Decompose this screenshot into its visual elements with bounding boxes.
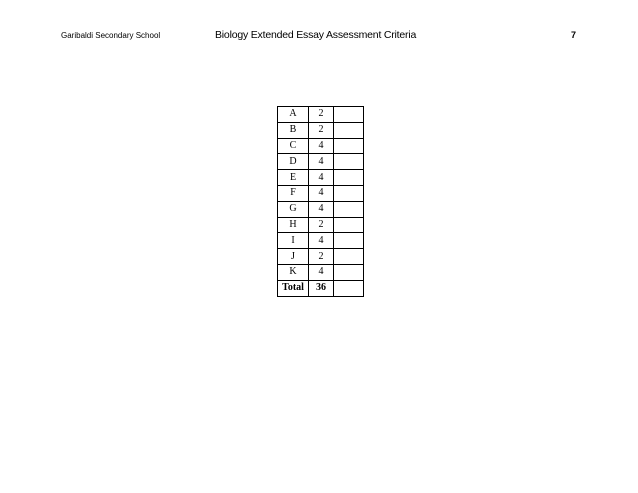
criterion-cell: A (278, 107, 309, 123)
page-number: 7 (571, 30, 577, 40)
total-row (278, 280, 364, 296)
criterion-cell: F (278, 185, 309, 201)
max-score-cell: 4 (309, 185, 334, 201)
table-row (278, 249, 364, 265)
table-row (278, 233, 364, 249)
score-entry-cell (334, 233, 364, 249)
max-score-cell: 4 (309, 170, 334, 186)
score-entry-cell (334, 264, 364, 280)
max-score-cell: 2 (309, 249, 334, 265)
score-entry-cell (334, 107, 364, 123)
max-score-cell: 2 (309, 107, 334, 123)
table-row (278, 264, 364, 280)
criterion-cell: I (278, 233, 309, 249)
score-entry-cell (334, 217, 364, 233)
total-score-entry-cell (334, 280, 364, 296)
max-score-cell: 4 (309, 201, 334, 217)
document-title: Biology Extended Essay Assessment Criteria (215, 29, 417, 41)
criterion-cell: E (278, 170, 309, 186)
table-row (278, 217, 364, 233)
criterion-cell: C (278, 138, 309, 154)
criterion-cell: G (278, 201, 309, 217)
score-entry-cell (334, 122, 364, 138)
table-row (278, 154, 364, 170)
page-header (0, 0, 638, 60)
criterion-cell: K (278, 264, 309, 280)
table-row (278, 107, 364, 123)
score-entry-cell (334, 249, 364, 265)
criterion-cell: B (278, 122, 309, 138)
criterion-cell: D (278, 154, 309, 170)
max-score-cell: 4 (309, 138, 334, 154)
table-row (278, 122, 364, 138)
score-entry-cell (334, 154, 364, 170)
table-row (278, 170, 364, 186)
total-label-cell: Total (278, 280, 309, 296)
max-score-cell: 4 (309, 154, 334, 170)
school-name: Garibaldi Secondary School (61, 31, 161, 40)
criterion-cell: H (278, 217, 309, 233)
score-entry-cell (334, 138, 364, 154)
score-entry-cell (334, 170, 364, 186)
criterion-cell: J (278, 249, 309, 265)
score-entry-cell (334, 185, 364, 201)
table-row (278, 185, 364, 201)
max-score-cell: 2 (309, 217, 334, 233)
score-entry-cell (334, 201, 364, 217)
total-max-cell: 36 (309, 280, 334, 296)
max-score-cell: 4 (309, 233, 334, 249)
max-score-cell: 4 (309, 264, 334, 280)
max-score-cell: 2 (309, 122, 334, 138)
table-row (278, 138, 364, 154)
table-row (278, 201, 364, 217)
criteria-score-table (277, 106, 364, 297)
